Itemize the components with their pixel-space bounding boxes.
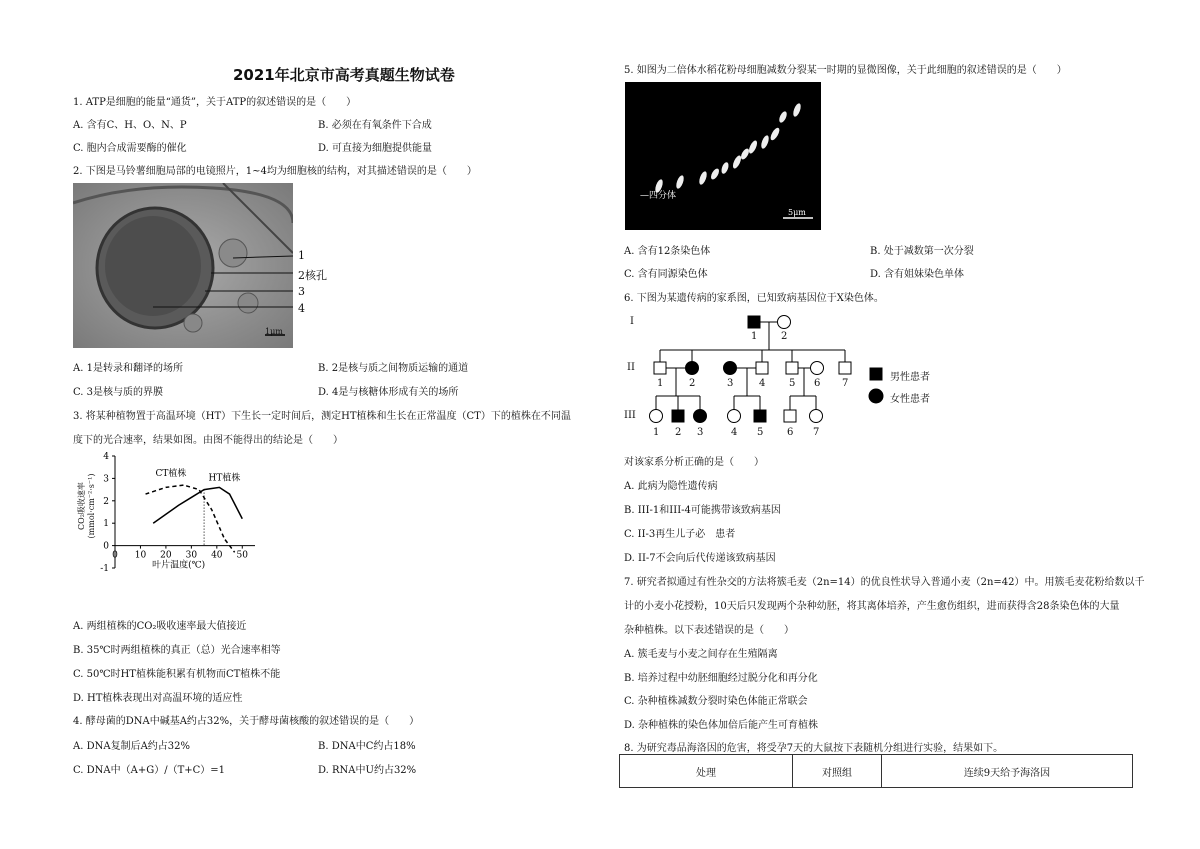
- q7-option-b: B. 培养过程中幼胚细胞经过脱分化和再分化: [624, 673, 818, 684]
- page-title: 2021年北京市高考真题生物试卷: [233, 66, 455, 84]
- q8-table: [619, 754, 1133, 788]
- y-tick-label: 1: [103, 519, 109, 530]
- pedigree-iii-5: 5: [757, 427, 764, 438]
- q2-label-3: 3: [298, 285, 305, 298]
- q7-option-d: D. 杂种植株的染色体加倍后能产生可育植株: [624, 720, 819, 731]
- q2-option-b: B. 2是核与质之间物质运输的通道: [318, 363, 469, 374]
- q7-option-c: C. 杂种植株减数分裂时染色体能正常联会: [624, 696, 808, 707]
- y-tick-label: 0: [103, 541, 109, 552]
- y-tick-label: 2: [103, 496, 109, 507]
- pedigree-iii-6: 6: [787, 427, 794, 438]
- q2-label-4: 4: [298, 302, 305, 315]
- q3-option-b: B. 35℃时两组植株的真正（总）光合速率相等: [73, 645, 281, 656]
- table-cell-control: 对照组: [793, 755, 882, 788]
- q6-option-b: B. III-1和III-4可能携带该致病基因: [624, 505, 781, 516]
- q5-scale: 5μm: [788, 208, 806, 217]
- q7-line3: 杂种植株。以下表述错误的是（ ）: [624, 625, 794, 636]
- q5-option-c: C. 含有同源染色体: [624, 269, 708, 280]
- q3-option-a: A. 两组植株的CO₂吸收速率最大值接近: [73, 621, 247, 632]
- x-tick-label: 0: [112, 550, 118, 561]
- q4-option-b: B. DNA中C约占18%: [318, 741, 416, 752]
- pedigree-iii-2: 2: [675, 427, 682, 438]
- q2-label-1: 1: [298, 249, 305, 262]
- pedigree-iii-1: 1: [653, 427, 660, 438]
- q4-option-a: A. DNA复制后A约占32%: [73, 741, 191, 752]
- pedigree-ii-3: 3: [727, 378, 734, 389]
- pedigree-gen-3: III: [624, 410, 636, 421]
- chart-ylabel: CO₂吸收速率 (mmol·cm⁻²·s⁻¹): [77, 473, 96, 539]
- pedigree-iii-3: 3: [697, 427, 704, 438]
- table-cell-treatment: 处理: [620, 755, 793, 788]
- pedigree-gen-1: I: [630, 316, 634, 327]
- x-tick-label: 10: [134, 550, 147, 561]
- q4-stem: 4. 酵母菌的DNA中碱基A约占32%，关于酵母菌核酸的叙述错误的是（ ）: [73, 716, 420, 727]
- x-axis-label: 叶片温度(℃): [152, 560, 206, 571]
- table-row: [620, 755, 1133, 788]
- q8-stem: 8. 为研究毒品海洛因的危害，将受孕7天的大鼠按下表随机分组进行实验，结果如下。: [624, 743, 1004, 754]
- pedigree-ii-1: 1: [657, 378, 664, 389]
- pedigree-iii-4: 4: [731, 427, 738, 438]
- q1-option-b: B. 必须在有氧条件下合成: [318, 120, 432, 131]
- pedigree-legend-male: 男性患者: [890, 372, 930, 383]
- q5-tetrad-text: 四分体: [649, 191, 677, 201]
- q2-option-a: A. 1是转录和翻译的场所: [73, 363, 183, 374]
- series-label-1: CT植株: [155, 469, 187, 480]
- q5-option-d: D. 含有姐妹染色单体: [870, 269, 965, 280]
- q5-stem: 5. 如图为二倍体水稻花粉母细胞减数分裂某一时期的显微图像，关于此细胞的叙述错误的是（ ）: [624, 65, 1067, 76]
- q7-option-a: A. 簇毛麦与小麦之间存在生殖隔离: [624, 649, 778, 660]
- q2-option-c: C. 3是核与质的界膜: [73, 387, 164, 398]
- q2-stem: 2. 下图是马铃薯细胞局部的电镜照片，1~4均为细胞核的结构，对其描述错误的是（ ）: [73, 166, 477, 177]
- q1-option-a: A. 含有C、H、O、N、P: [73, 120, 187, 131]
- photosynthesis-chart: [73, 448, 263, 588]
- nucleus-micrograph: [73, 183, 293, 348]
- q6-option-a: A. 此病为隐性遗传病: [624, 481, 718, 492]
- y-tick-label: -1: [100, 564, 109, 574]
- q6-option-d: D. II-7不会向后代传递该致病基因: [624, 553, 776, 564]
- pedigree-ii-6: 6: [814, 378, 821, 389]
- q4-option-d: D. RNA中U约占32%: [318, 765, 417, 776]
- q1-option-d: D. 可直接为细胞提供能量: [318, 143, 433, 154]
- q2-option-d: D. 4是与核糖体形成有关的场所: [318, 387, 459, 398]
- q2-label-2: 2核孔: [298, 269, 327, 282]
- pedigree-gen-2: II: [627, 362, 635, 373]
- pedigree-ii-2: 2: [689, 378, 696, 389]
- pedigree-i-1: 1: [751, 331, 758, 342]
- q1-option-c: C. 胞内合成需要酶的催化: [73, 143, 187, 154]
- q3-stem-line1: 3. 将某种植物置于高温环境（HT）下生长一定时间后，测定HT植株和生长在正常温度（CT）下的植株在不同温: [73, 411, 571, 422]
- q3-option-d: D. HT植株表现出对高温环境的适应性: [73, 693, 243, 704]
- q1-stem: 1. ATP是细胞的能量“通货”，关于ATP的叙述错误的是（ ）: [73, 97, 357, 108]
- x-tick-label: 20: [160, 550, 172, 561]
- q3-stem-line2: 度下的光合速率，结果如图。由图不能得出的结论是（ ）: [73, 435, 343, 446]
- x-tick-label: 40: [211, 550, 223, 561]
- q3-option-c: C. 50℃时HT植株能积累有机物而CT植株不能: [73, 669, 281, 680]
- y-tick-label: 3: [103, 474, 109, 485]
- q7-line1: 7. 研究者拟通过有性杂交的方法将簇毛麦（2n=14）的优良性状导入普通小麦（2n=42）中。用簇毛麦花粉给数以千: [624, 577, 1145, 588]
- table-cell-heroin: 连续9天给予海洛因: [882, 755, 1133, 788]
- q4-option-c: C. DNA中（A+G）/（T+C）=1: [73, 765, 226, 776]
- x-tick-label: 30: [185, 550, 198, 561]
- pedigree-ii-5: 5: [789, 378, 796, 389]
- pedigree-i-2: 2: [781, 331, 788, 342]
- q5-tetrad-label: —四分体: [640, 191, 677, 201]
- pedigree-ii-7: 7: [842, 378, 849, 389]
- q7-line2: 计的小麦小花授粉，10天后只发现两个杂种幼胚，将其离体培养，产生愈伤组织，进而获得含28条染色体的大量: [624, 601, 1120, 612]
- q5-option-b: B. 处于减数第一次分裂: [870, 246, 974, 257]
- y-tick-label: 4: [103, 452, 109, 462]
- pedigree-iii-7: 7: [813, 427, 820, 438]
- pedigree-ii-4: 4: [759, 378, 766, 389]
- series-line-2: [153, 487, 242, 523]
- q6-stem: 6. 下图为某遗传病的家系图，已知致病基因位于X染色体。: [624, 293, 884, 304]
- q6-option-c: C. II-3再生儿子必 患者: [624, 529, 736, 540]
- q2-scale: 1μm: [265, 327, 283, 336]
- x-tick-label: 50: [236, 550, 248, 561]
- pedigree-legend-female: 女性患者: [890, 394, 930, 405]
- q6-follow: 对该家系分析正确的是（ ）: [624, 457, 764, 468]
- q5-option-a: A. 含有12条染色体: [624, 246, 711, 257]
- series-label-2: HT植株: [208, 473, 241, 484]
